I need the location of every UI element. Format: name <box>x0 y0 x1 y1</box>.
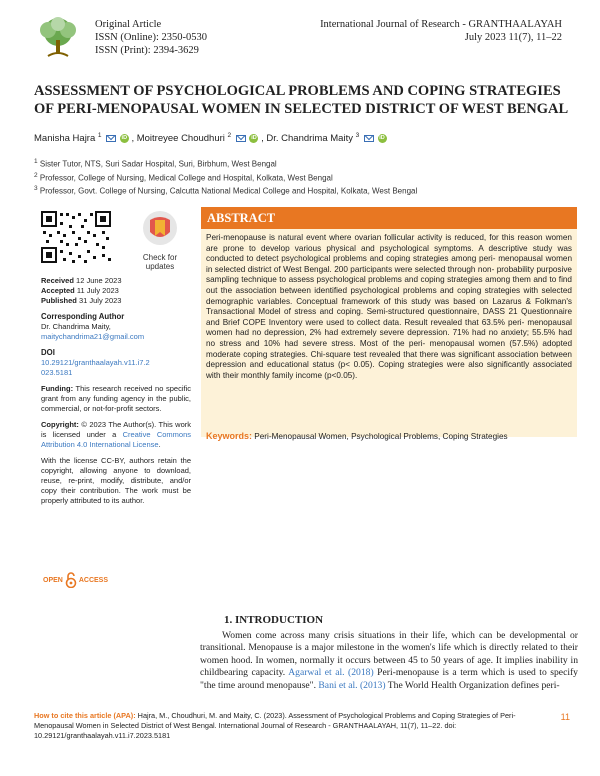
email-icon[interactable] <box>236 135 246 142</box>
accepted-label: Accepted <box>41 286 75 295</box>
funding-label: Funding: <box>41 384 74 393</box>
article-dates <box>41 276 191 306</box>
orcid-icon[interactable]: iD <box>379 135 385 142</box>
corresponding-label: Corresponding Author <box>41 312 125 321</box>
author-2 <box>131 132 258 144</box>
email-icon[interactable] <box>106 135 116 142</box>
journal-info-block <box>320 18 562 44</box>
keywords <box>206 431 576 441</box>
accepted-date: 11 July 2023 <box>76 286 119 295</box>
open-access-left: OPEN <box>43 576 63 584</box>
journal-issn-block <box>95 18 207 57</box>
intro-paragraph-b: Peri-menopause is a term which is used to specify "the time around menopause". <box>200 667 578 691</box>
open-lock-icon <box>65 572 77 588</box>
copyright-block: Copyright: © 2023 The Author(s). This work is licensed under a Creative Commons Attribution 4.0 International License. <box>41 420 191 449</box>
abstract-heading: ABSTRACT <box>201 207 577 229</box>
issn-online: ISSN (Online): 2350-0530 <box>95 32 207 43</box>
author-name: , Moitreyee Choudhuri <box>131 133 225 145</box>
keywords-text: Peri-Menopausal Women, Psychological Problems, Coping Strategies <box>254 432 508 441</box>
affiliation-sup: 2 <box>34 171 38 179</box>
copyright-text: © 2023 The Author(s). This work is licensed under a <box>41 420 191 439</box>
journal-name: International Journal of Research - GRANTHAALAYAH <box>320 19 562 30</box>
doi-label: DOI <box>41 348 55 357</box>
affiliation-text: Professor, College of Nursing, Medical College and Hospital, Kolkata, West Bengal <box>39 173 333 183</box>
published-date: 31 July 2023 <box>78 296 122 305</box>
page-number: 11 <box>560 712 570 722</box>
author-sup: 3 <box>355 132 360 139</box>
author-list <box>34 132 387 144</box>
article-type: Original Article <box>95 19 162 30</box>
affiliation-text: Sister Tutor, NTS, Suri Sadar Hospital, Suri, Birbhum, West Bengal <box>39 159 277 169</box>
published-label: Published <box>41 296 77 305</box>
author-sup: 2 <box>227 132 232 139</box>
author-1 <box>34 132 129 144</box>
affiliation-list <box>34 156 417 197</box>
how-to-cite-text: Hajra, M., Choudhuri, M. and Maity, C. (2023). Assessment of Psychological Problems and Coping Strategies of Peri-Menopausal Women in Selected District of West Bengal. International Journal of Research - GRANTHAALAYAH, 11(7), 11–22. doi: 10.29121/granthaalayah.v11.i7.2023.5181 <box>34 711 516 740</box>
article-title: ASSESSMENT OF PSYCHOLOGICAL PROBLEMS AND COPING STRATEGIES OF PERI-MENOPAUSAL WOMEN IN SELECTED DISTRICT OF WEST BENGAL <box>34 83 569 117</box>
page-header <box>0 0 600 70</box>
author-sup: 1 <box>97 132 102 139</box>
author-3 <box>261 132 386 144</box>
license-text: With the license CC-BY, authors retain the copyright, allowing anyone to download, reuse, re-print, modify, distribute, and/or copy their contribution. The work must be properly attributed to its author. <box>41 456 191 505</box>
received-date: 12 June 2023 <box>76 276 122 285</box>
section-heading-introduction: 1. INTRODUCTION <box>224 614 324 626</box>
author-name: Manisha Hajra <box>34 133 96 145</box>
keywords-label: Keywords: <box>206 431 253 441</box>
email-icon[interactable] <box>364 135 374 142</box>
affiliation-sup: 1 <box>34 158 38 165</box>
funding-text: This research received no specific grant from any funding agency in the public, commercial, or not-for-profit sectors. <box>41 384 191 413</box>
author-name: , Dr. Chandrima Maity <box>261 133 353 145</box>
how-to-cite-label: How to cite this article (APA): <box>34 711 136 720</box>
article-sidebar <box>41 276 191 506</box>
funding-block <box>41 384 191 414</box>
intro-paragraph-a: Women come across many crisis situations in their life, which can be developmental or transitional. Menopause is a major milestone in the women's life which is directly related to their women hood. In women, normally it occurs between 45 to 50 years of age. It implies inability in childbearing capacity. <box>200 630 578 679</box>
affiliation <box>34 156 417 170</box>
affiliation <box>34 183 417 197</box>
check-updates-line1: Check for <box>142 253 178 262</box>
journal-tree-logo-icon <box>34 14 82 62</box>
doi-link[interactable]: 10.29121/granthaalayah.v11.i7.2023.5181 <box>41 358 150 377</box>
corresponding-name: Dr. Chandrima Maity, <box>41 322 111 331</box>
check-updates-line2: updates <box>145 262 175 271</box>
orcid-icon[interactable]: iD <box>251 135 257 142</box>
citation-link[interactable]: Agarwal et al. (2018) <box>288 667 374 679</box>
check-updates-icon <box>142 210 178 246</box>
received-label: Received <box>41 276 74 285</box>
check-for-updates-button[interactable] <box>132 210 188 270</box>
qr-code-icon[interactable] <box>40 210 112 264</box>
citation-footer <box>34 711 554 741</box>
abstract-box <box>201 207 577 437</box>
citation-link[interactable]: Bani et al. (2013) <box>318 679 386 691</box>
open-access-right: ACCESS <box>78 576 109 584</box>
open-access-logo <box>43 570 123 590</box>
issn-print: ISSN (Print): 2394-3629 <box>95 45 199 56</box>
intro-paragraph-c: The World Health Organization defines peri- <box>387 679 560 691</box>
license-link[interactable]: Creative Commons Attribution 4.0 International License <box>41 430 191 449</box>
copyright-label: Copyright: <box>41 420 79 429</box>
orcid-icon[interactable]: iD <box>121 135 128 142</box>
check-updates-label <box>132 253 188 271</box>
journal-issue: July 2023 11(7), 11–22 <box>464 32 562 43</box>
corresponding-email-link[interactable]: maitychandrima21@gmail.com <box>41 332 145 341</box>
affiliation <box>34 170 417 184</box>
corresponding-author <box>41 312 191 342</box>
abstract-text: Peri-menopause is natural event where ovarian follicular activity is reduced, for this reason women are prone to develop various physical and psychological symptoms. A descriptive study was conducted to detect psychological problems and coping strategies among peri- menopausal women in selected district of West Bengal. 200 participants were selected through non- probability purposive sampling technique to assess psychological problems and coping strategies among them and to find out the association between identified psychological problems and coping strategies with selected demographic variables. Conceptual framework of this study was based on Lazarus & Folkman's Transactional Model of stress and coping. Semi-structured questionnaire, DASS 21 Questionnaire and Brief COPE Inventory were used to collect data. Result revealed that 63.5% peri- menopausal women had no depression, 2% had extremely severe depression. 71% had no anxiety; 55.5% had no stress and 10% had severe stress. Most of the peri- menopausal women (57.5%) adopted moderate coping strategies. Chi-square test revealed that there was significant association between depression and educational status (p< 0.05). Coping strategies were also significantly associated with their monthly family income (p<0.05). <box>201 229 577 437</box>
affiliation-sup: 3 <box>34 185 38 193</box>
introduction-text <box>200 630 578 692</box>
affiliation-text: Professor, Govt. College of Nursing, Calcutta National Medical College and Hospital, Kolkata, West Bengal <box>39 186 418 196</box>
doi-block <box>41 348 191 378</box>
